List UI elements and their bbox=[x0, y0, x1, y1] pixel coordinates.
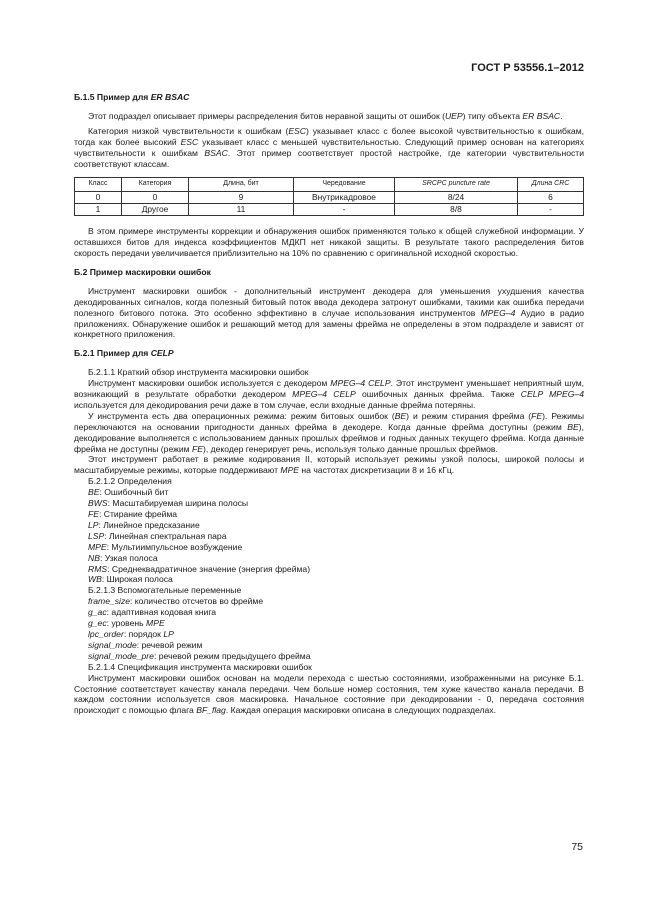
table-cell: Внутрикадровое bbox=[294, 192, 395, 204]
bit-allocation-table bbox=[74, 177, 584, 216]
table-cell: 0 bbox=[122, 192, 189, 204]
list-item: signal_mode: речевой режим bbox=[88, 639, 203, 650]
subsection-title-b213: Б.2.1.3 Вспомогательные переменные bbox=[88, 585, 242, 596]
table-header-cell: Класс bbox=[75, 178, 122, 192]
paragraph-b211-2: У инструмента есть два операционных режима: режим битовых ошибок (BE) и режим стирания фрейма (FE). Режимы переключаются на основании пригодности данных фрейма в декодере. Когда данные фрейма доступны (режим BE), декодирование выполняется с использованием данных прошлых фреймов и годных данных текущего фрейма. Когда данные фрейма не доступны (режим FE), декодер генерирует речь, используя только данные прошлых фреймов. bbox=[74, 410, 585, 454]
table-header-cell: Длина CRC bbox=[518, 178, 584, 192]
table-cell: 9 bbox=[189, 192, 294, 204]
table-cell: 11 bbox=[189, 204, 294, 216]
list-item: LP: Линейное предсказание bbox=[88, 519, 200, 530]
list-item: BE: Ошибочный бит bbox=[88, 487, 169, 498]
list-item: g_ac: адаптивная кодовая книга bbox=[88, 607, 217, 618]
paragraph-after-table: В этом примере инструменты коррекции и обнаружения ошибок применяются только к общей служебной информации. У оставшихся битов для индекса коэффициентов МДКП нет никакой защиты. В результате такого распределения битов скорость передачи увеличивается приблизительно на 10% по сравнению с оригинальной исходной скоростью. bbox=[74, 226, 584, 258]
table-cell: 8/8 bbox=[395, 204, 518, 216]
paragraph-b211-1: Инструмент маскировки ошибок используется с декодером MPEG–4 CELP. Этот инструмент уменьшает неприятный шум, возникающий в результате обработки декодером MPEG–4 CELP ошибочных данных фрейма. Также CELP MPEG–4 используется для декодирования речи даже в том случае, если входные данные фрейма потеряны. bbox=[74, 378, 585, 410]
table-cell: Другое bbox=[122, 204, 189, 216]
list-item: MPE: Мультиимпульсное возбуждение bbox=[88, 541, 243, 552]
paragraph-b211-3: Этот инструмент работает в режиме кодирования II, который использует режимы узкой полосы, широкой полосы и масштабируемые режимы, которые поддерживают MPE на частотах дискретизации 8 и 16 кГц. bbox=[74, 454, 584, 476]
paragraph-b15-1: Этот подраздел описывает примеры распределения битов неравной защиты от ошибок (UEP) типу объекта ER BSAC. bbox=[88, 110, 563, 121]
list-item: FE: Стирание фрейма bbox=[88, 509, 178, 519]
subsection-title-b214: Б.2.1.4 Спецификация инструмента маскировки ошибок bbox=[88, 661, 312, 672]
definitions-list bbox=[74, 487, 584, 585]
section-title-b21: Б.2.1 Пример для CELP bbox=[74, 348, 174, 359]
paragraph-b214-1: Инструмент маскировки ошибок основан на модели перехода с шестью состояниями, изображенными на рисунке Б.1. Состояние соответствует качеству канала передачи. Чем больше номер состояния, тем хуже качество канала передачи. В каждом состоянии используется своя маскировка. Начальное состояние при декодировании - 0, передача состояния происходит с помощью флага BF_flag. Каждая операция маскировки описана в следующих подразделах. bbox=[74, 672, 584, 716]
paragraph-b2-1: Инструмент маскировки ошибок - дополнительный инструмент декодера для уменьшения ухудшения качества декодированных сигналов, когда полезный битовый поток ввода декодера затронут ошибками, такими как ошибка передачи полезного битового потока. Это особенно эффективно в случае использования инструментов MPEG–4 Аудио в радио приложениях. Обнаружение ошибок и решающий метод для замены фрейма не определены в этом подразделе и зависят от конкретного приложения. bbox=[74, 285, 585, 340]
table-cell: 8/24 bbox=[395, 192, 518, 204]
list-item: LSP: Линейная спектральная пара bbox=[88, 530, 227, 541]
list-item: lpc_order: порядок LP bbox=[88, 628, 174, 639]
section-title-b15: Б.1.5 Пример для ER BSAC bbox=[74, 92, 190, 102]
list-item: WB: Широкая полоса bbox=[88, 574, 173, 585]
section-title-b2: Б.2 Пример маскировки ошибок bbox=[74, 266, 211, 277]
table-row bbox=[75, 192, 584, 204]
subsection-title-b212: Б.2.1.2 Определения bbox=[88, 476, 172, 487]
table-header-row bbox=[75, 178, 584, 192]
table-cell: - bbox=[294, 204, 395, 216]
table-cell: 1 bbox=[75, 204, 122, 216]
list-item: signal_mode_pre: речевой режим предыдущего фрейма bbox=[88, 650, 311, 661]
variables-list bbox=[74, 596, 584, 661]
document-header: ГОСТ Р 53556.1–2012 bbox=[471, 62, 584, 74]
subsection-title-b211: Б.2.1.1 Краткий обзор инструмента маскировки ошибок bbox=[88, 367, 309, 378]
table-cell: 0 bbox=[75, 192, 122, 204]
table-cell: 6 bbox=[518, 192, 584, 204]
table-header-cell: SRCPC puncture rate bbox=[395, 178, 518, 192]
table-row bbox=[75, 204, 584, 216]
table-header-cell: Чередование bbox=[294, 178, 395, 192]
paragraph-b15-2: Категория низкой чувствительности к ошибкам (ESC) указывает класс с более высокой чувствительностью к ошибкам, тогда как более высокий ESC указывает класс с меньшей чувствительностью. Следующий пример основан на категориях чувствительности к ошибкам BSAC. Этот пример соответствует простой настройке, где категории чувствительности соответствуют классам. bbox=[74, 125, 585, 169]
list-item: frame_size: количество отсчетов во фрейме bbox=[88, 596, 264, 607]
document-body bbox=[74, 92, 584, 716]
table-header-cell: Категория bbox=[122, 178, 189, 192]
table-header-cell: Длина, бит bbox=[189, 178, 294, 192]
list-item: NB: Узкая полоса bbox=[88, 552, 158, 563]
table-cell: - bbox=[518, 204, 584, 216]
list-item: BWS: Масштабируемая ширина полосы bbox=[88, 498, 249, 509]
list-item: g_ec: уровень MPE bbox=[88, 618, 165, 629]
list-item: RMS: Среднеквадратичное значение (энергия фрейма) bbox=[88, 563, 311, 574]
page-number: 75 bbox=[571, 841, 583, 853]
